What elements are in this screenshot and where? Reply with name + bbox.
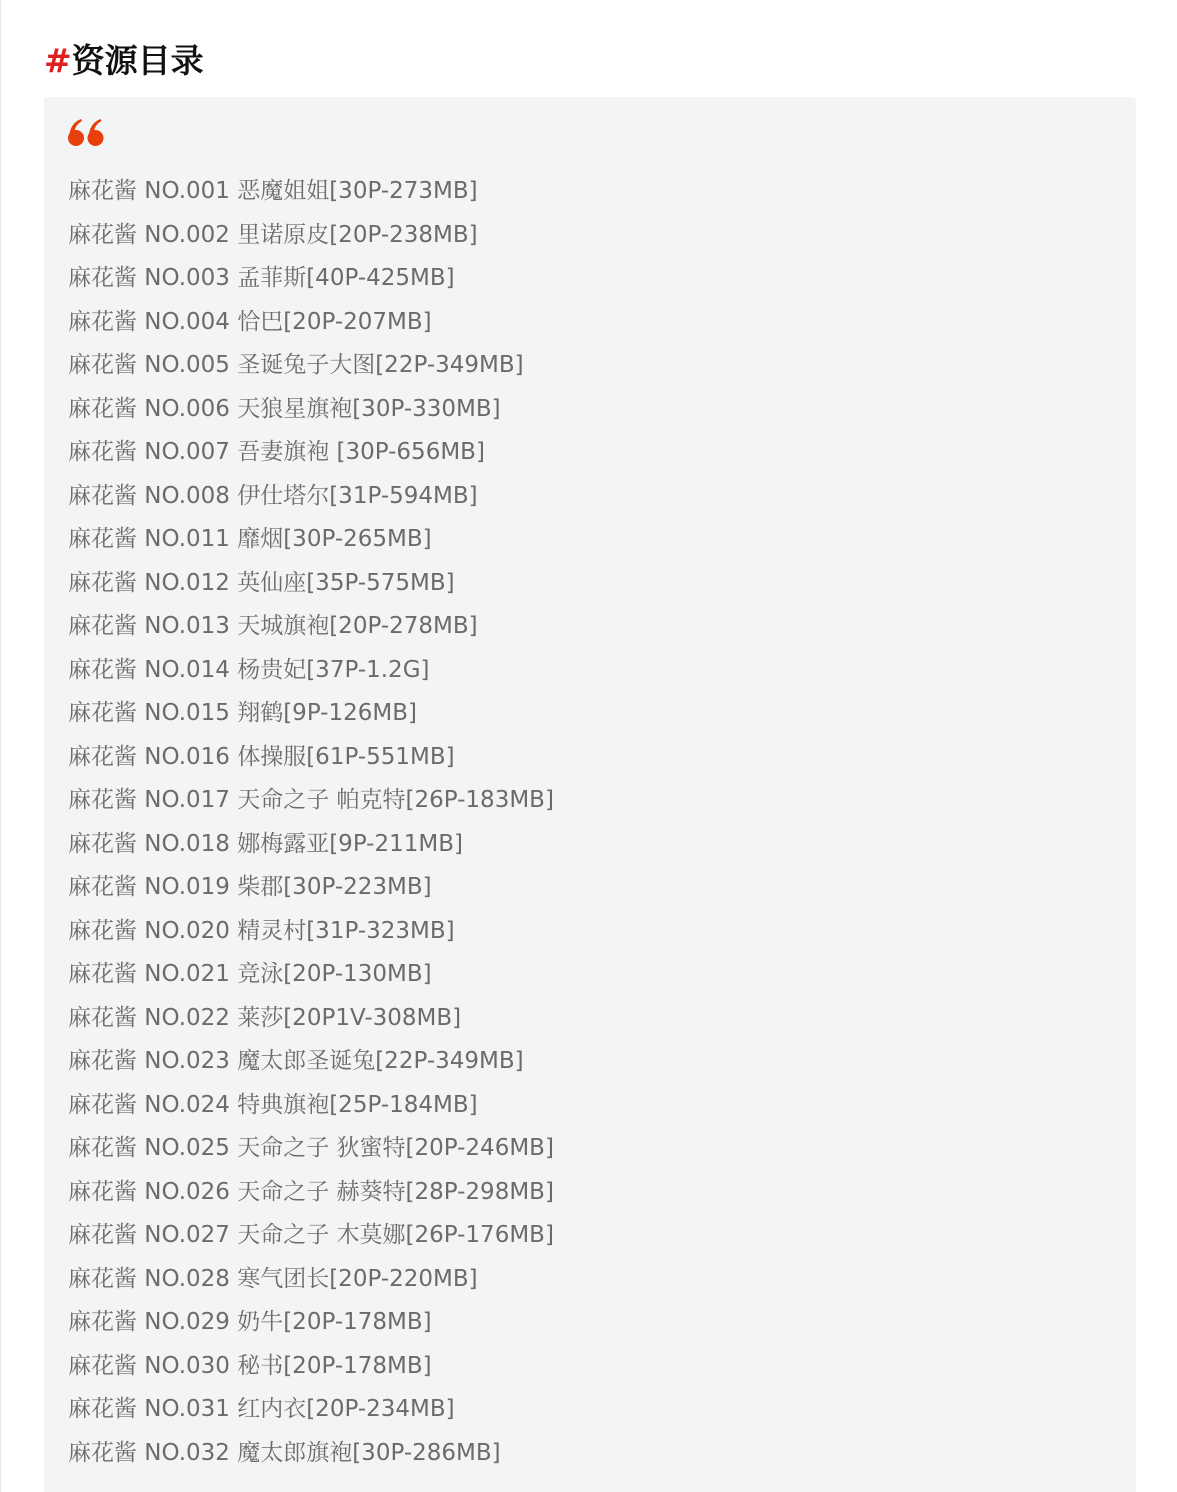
list-item: 麻花酱 NO.011 靡烟[30P-265MB] (68, 526, 432, 552)
resource-list (68, 170, 554, 1475)
list-item: 麻花酱 NO.008 伊仕塔尔[31P-594MB] (68, 482, 478, 509)
list-item: 麻花酱 NO.018 娜梅露亚[9P-211MB] (68, 830, 463, 857)
list-item: 麻花酱 NO.029 奶牛[20P-178MB] (68, 1309, 432, 1335)
list-item: 麻花酱 NO.027 天命之子 木莫娜[26P-176MB] (68, 1222, 554, 1248)
list-item: 麻花酱 NO.016 体操服[61P-551MB] (68, 743, 455, 770)
section-heading (44, 39, 204, 83)
list-item: 麻花酱 NO.030 秘书[20P-178MB] (68, 1352, 432, 1379)
quote-open-icon (67, 118, 107, 148)
list-item: 麻花酱 NO.021 竞泳[20P-130MB] (68, 961, 432, 987)
heading-hash-mark: # (44, 41, 72, 81)
list-item: 麻花酱 NO.022 莱莎[20P1V-308MB] (68, 1004, 462, 1031)
list-item: 麻花酱 NO.006 天狼星旗袍[30P-330MB] (68, 395, 501, 422)
list-item: 麻花酱 NO.028 寒气团长[20P-220MB] (68, 1265, 478, 1292)
page-left-border (0, 0, 1, 1492)
list-item: 麻花酱 NO.013 天城旗袍[20P-278MB] (68, 613, 478, 639)
list-item: 麻花酱 NO.019 柴郡[30P-223MB] (68, 874, 432, 900)
list-item: 麻花酱 NO.012 英仙座[35P-575MB] (68, 569, 455, 596)
list-item: 麻花酱 NO.001 恶魔姐姐[30P-273MB] (68, 178, 478, 204)
list-item: 麻花酱 NO.003 孟菲斯[40P-425MB] (68, 265, 455, 291)
list-item: 麻花酱 NO.032 魔太郎旗袍[30P-286MB] (68, 1439, 501, 1466)
list-item: 麻花酱 NO.007 吾妻旗袍 [30P-656MB] (68, 439, 485, 465)
list-item: 麻花酱 NO.026 天命之子 赫葵特[28P-298MB] (68, 1178, 554, 1205)
list-item: 麻花酱 NO.023 魔太郎圣诞兔[22P-349MB] (68, 1048, 524, 1074)
list-item: 麻花酱 NO.002 里诺原皮[20P-238MB] (68, 221, 478, 248)
list-item: 麻花酱 NO.024 特典旗袍[25P-184MB] (68, 1091, 478, 1118)
list-item: 麻花酱 NO.017 天命之子 帕克特[26P-183MB] (68, 787, 554, 813)
list-item: 麻花酱 NO.031 红内衣[20P-234MB] (68, 1396, 455, 1422)
list-item: 麻花酱 NO.005 圣诞兔子大图[22P-349MB] (68, 352, 524, 378)
list-item: 麻花酱 NO.014 杨贵妃[37P-1.2G] (68, 656, 430, 683)
list-item: 麻花酱 NO.004 恰巴[20P-207MB] (68, 308, 432, 335)
list-item: 麻花酱 NO.015 翔鹤[9P-126MB] (68, 700, 417, 726)
resource-list-blockquote (44, 97, 1136, 1492)
list-item: 麻花酱 NO.020 精灵村[31P-323MB] (68, 917, 455, 944)
list-item: 麻花酱 NO.025 天命之子 狄蜜特[20P-246MB] (68, 1135, 554, 1161)
heading-title: 资源目录 (71, 41, 204, 81)
